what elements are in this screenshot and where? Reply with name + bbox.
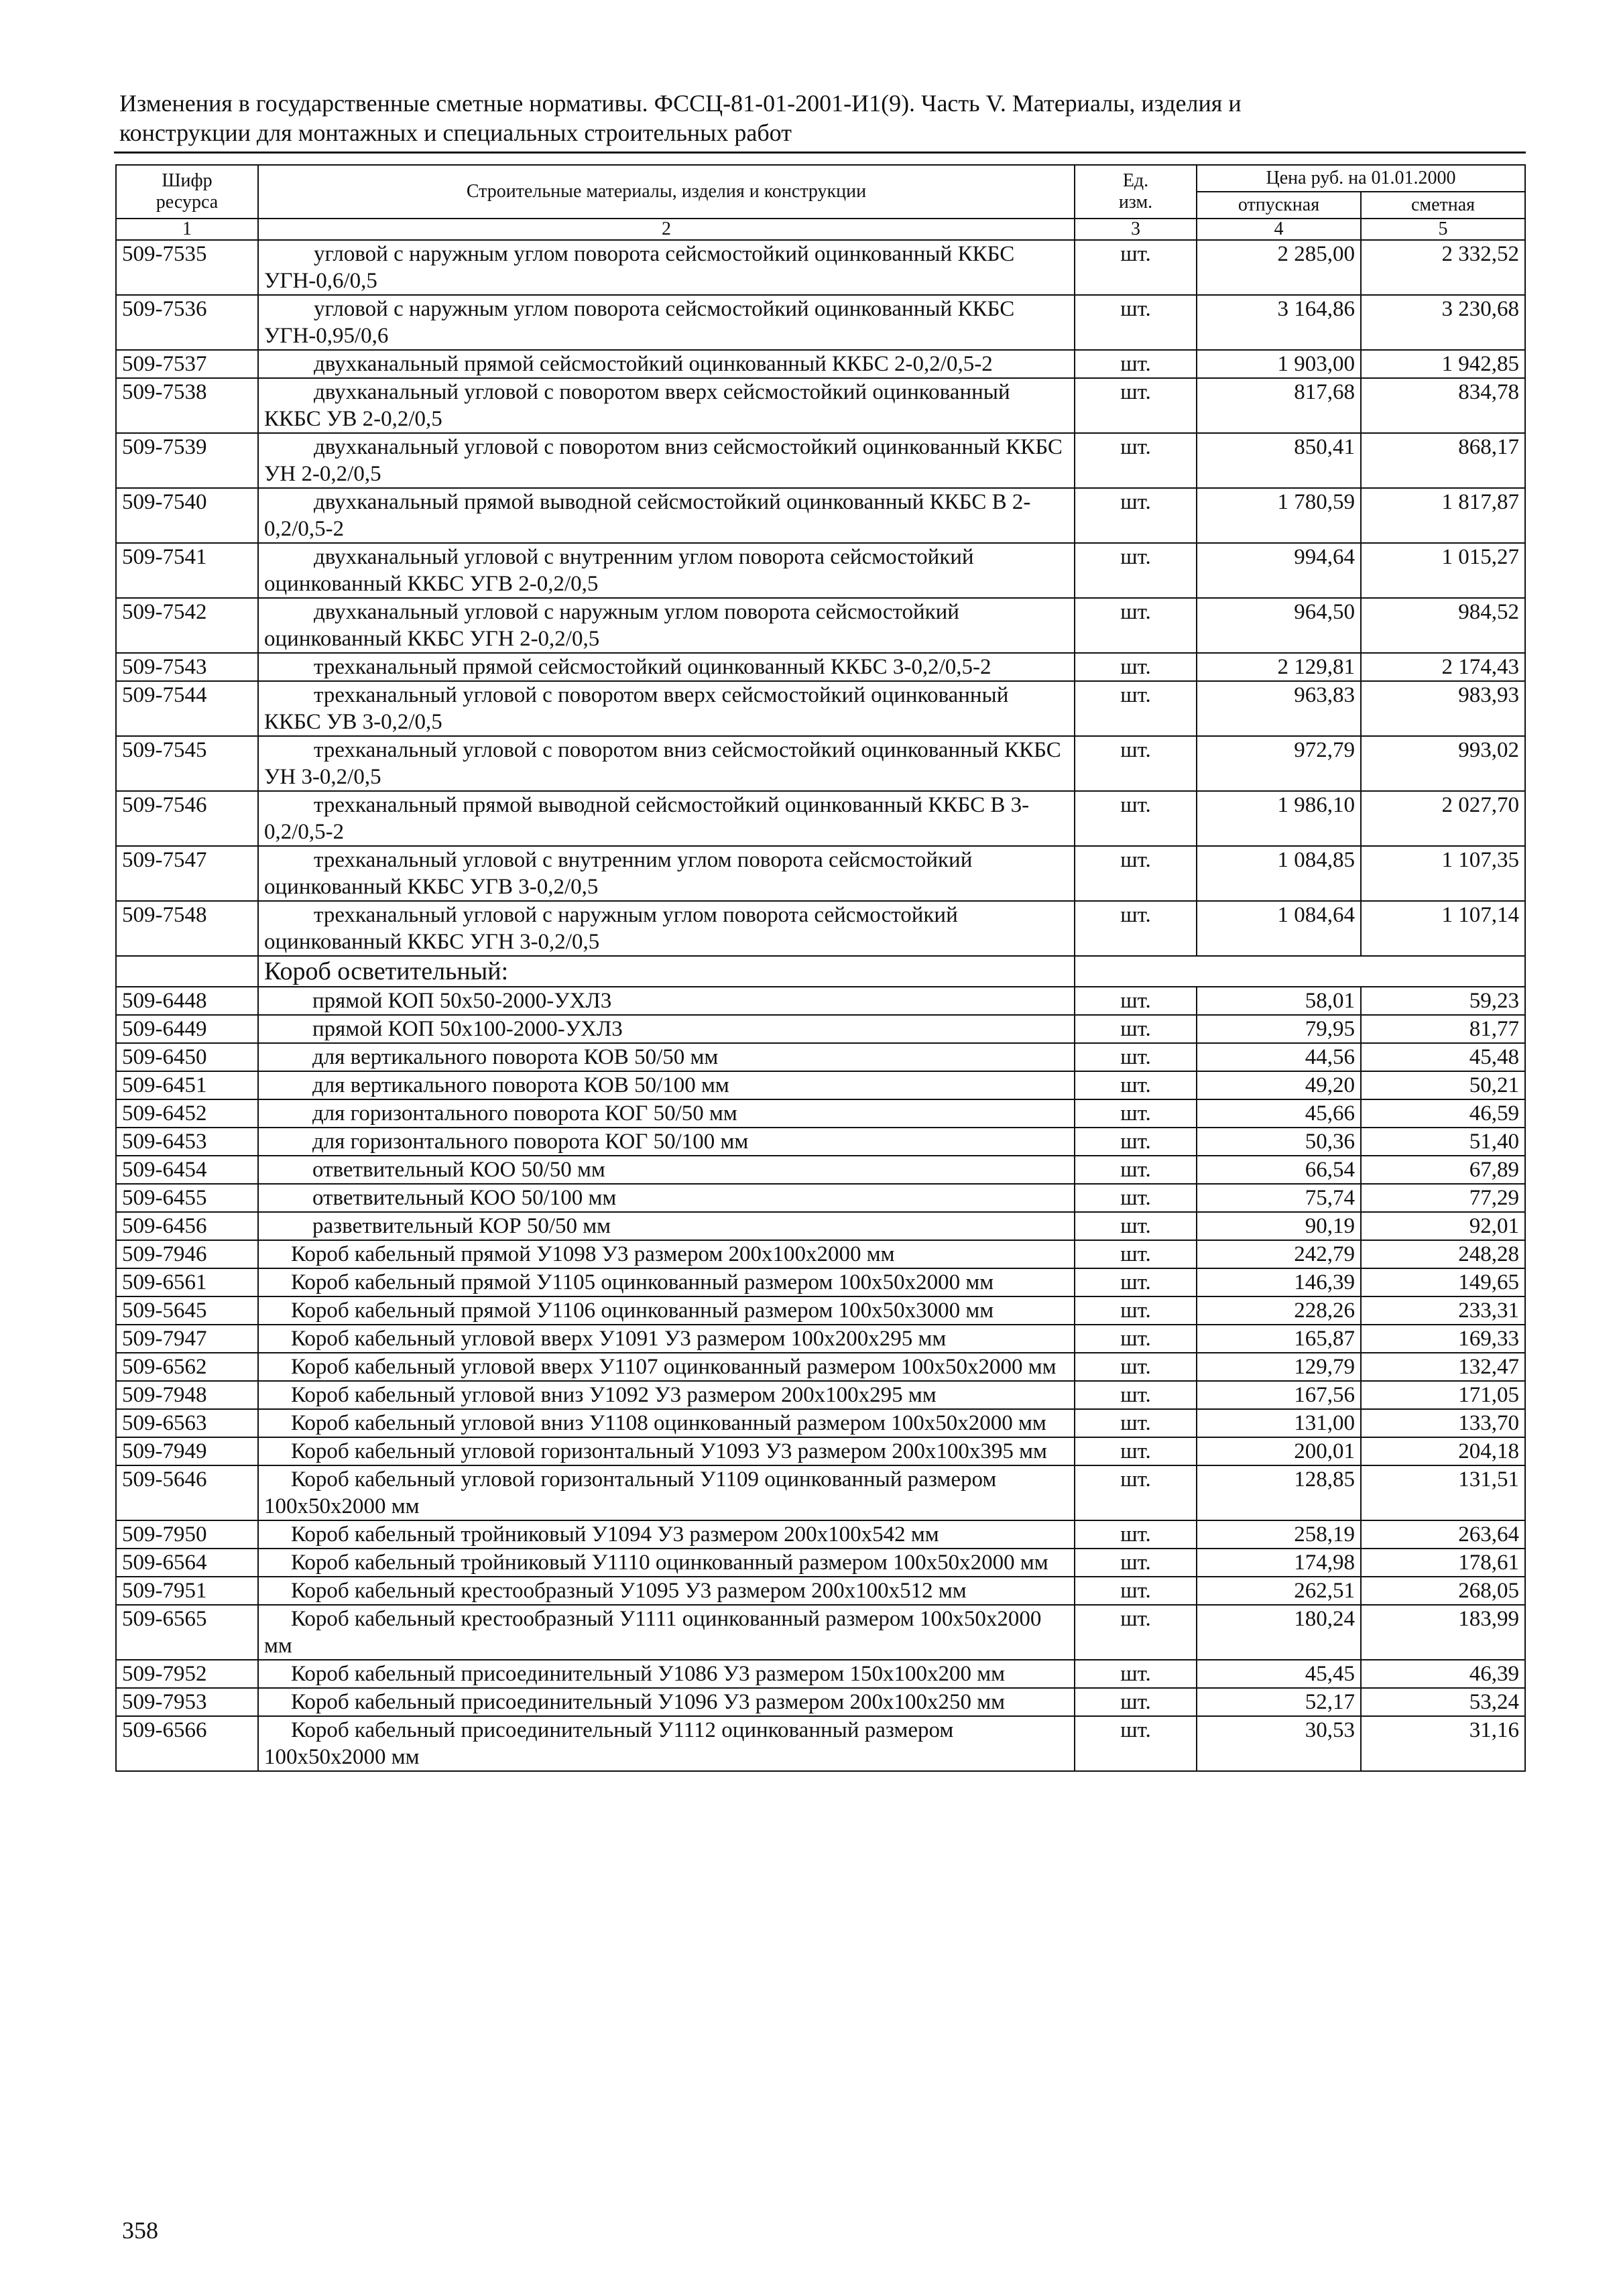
release-price: 58,01 <box>1197 987 1361 1015</box>
resource-code: 509-6450 <box>116 1043 258 1071</box>
resource-code: 509-7546 <box>116 791 258 846</box>
unit-of-measure: шт. <box>1075 1353 1197 1381</box>
unit-of-measure: шт. <box>1075 681 1197 736</box>
estimate-price: 171,05 <box>1361 1381 1525 1409</box>
resource-name-text: трехканальный угловой с наружным углом поворота сейсмостойкий оцинкованный ККБС УГН 3-0,2/0,5 <box>264 903 958 954</box>
resource-code: 509-7542 <box>116 598 258 653</box>
resource-name: прямой КОП 50x50-2000-УХЛ3 <box>258 987 1075 1015</box>
release-price: 66,54 <box>1197 1156 1361 1184</box>
release-price: 258,19 <box>1197 1520 1361 1549</box>
release-price: 129,79 <box>1197 1353 1361 1381</box>
resource-name-text: трехканальный угловой с внутренним углом поворота сейсмостойкий оцинкованный ККБС УГВ 3-0,2/0,5 <box>264 848 973 899</box>
resource-name <box>258 488 1075 543</box>
release-price: 963,83 <box>1197 681 1361 736</box>
table-row <box>116 1015 1525 1043</box>
table-row <box>116 1240 1525 1268</box>
unit-of-measure: шт. <box>1075 1184 1197 1212</box>
col-header-unit: Ед. изм. <box>1075 165 1197 219</box>
col-number: 4 <box>1197 219 1361 240</box>
resource-name <box>258 1716 1075 1771</box>
resource-name <box>258 1520 1075 1549</box>
unit-of-measure: шт. <box>1075 653 1197 681</box>
resource-name: для горизонтального поворота КОГ 50/100 мм <box>258 1128 1075 1156</box>
unit-of-measure: шт. <box>1075 1549 1197 1577</box>
table-row <box>116 1577 1525 1605</box>
resource-code: 509-5646 <box>116 1465 258 1520</box>
resource-name-text: Короб кабельный присоединительный У1112 оцинкованный размером 100x50x2000 мм <box>264 1718 954 1769</box>
estimate-price: 204,18 <box>1361 1437 1525 1465</box>
release-price: 1 986,10 <box>1197 791 1361 846</box>
resource-name-text: Короб кабельный угловой горизонтальный У1109 оцинкованный размером 100x50x2000 мм <box>264 1467 997 1518</box>
resource-name: разветвительный КОР 50/50 мм <box>258 1212 1075 1240</box>
release-price: 1 903,00 <box>1197 350 1361 378</box>
estimate-price: 132,47 <box>1361 1353 1525 1381</box>
release-price: 128,85 <box>1197 1465 1361 1520</box>
resource-name-text: Короб кабельный угловой горизонтальный У1093 У3 размером 200x100x395 мм <box>291 1439 1047 1463</box>
estimate-price: 183,99 <box>1361 1605 1525 1660</box>
resource-name <box>258 791 1075 846</box>
estimate-price: 984,52 <box>1361 598 1525 653</box>
release-price: 45,66 <box>1197 1099 1361 1128</box>
unit-of-measure: шт. <box>1075 1716 1197 1771</box>
page-number: 358 <box>122 2217 158 2244</box>
resource-name-text: трехканальный прямой сейсмостойкий оцинкованный ККБС 3-0,2/0,5-2 <box>314 655 991 679</box>
release-price: 972,79 <box>1197 736 1361 791</box>
table-row <box>116 1688 1525 1716</box>
release-price: 2 129,81 <box>1197 653 1361 681</box>
release-price: 1 084,85 <box>1197 846 1361 901</box>
unit-of-measure: шт. <box>1075 488 1197 543</box>
section-title: Короб осветительный: <box>258 956 1075 987</box>
resource-code: 509-7544 <box>116 681 258 736</box>
resource-code: 509-6451 <box>116 1071 258 1099</box>
unit-of-measure: шт. <box>1075 1577 1197 1605</box>
resource-name <box>258 433 1075 488</box>
estimate-price: 45,48 <box>1361 1043 1525 1071</box>
resource-code: 509-6452 <box>116 1099 258 1128</box>
unit-of-measure: шт. <box>1075 791 1197 846</box>
resource-name: для вертикального поворота КОВ 50/50 мм <box>258 1043 1075 1071</box>
col-header-name: Строительные материалы, изделия и конструкции <box>258 165 1075 219</box>
estimate-price: 233,31 <box>1361 1296 1525 1325</box>
table-row <box>116 1409 1525 1437</box>
estimate-price: 31,16 <box>1361 1716 1525 1771</box>
resource-code: 509-6563 <box>116 1409 258 1437</box>
release-price: 262,51 <box>1197 1577 1361 1605</box>
estimate-price: 3 230,68 <box>1361 295 1525 350</box>
resource-name-text: трехканальный угловой с поворотом вверх сейсмостойкий оцинкованный ККБС УВ 3-0,2/0,5 <box>264 683 1009 734</box>
resource-name-text: Короб кабельный угловой вниз У1092 У3 размером 200x100x295 мм <box>291 1383 937 1407</box>
table-row <box>116 901 1525 956</box>
resource-name <box>258 1296 1075 1325</box>
table-row <box>116 1212 1525 1240</box>
resource-code: 509-6448 <box>116 987 258 1015</box>
resource-name-text: трехканальный прямой выводной сейсмостойкий оцинкованный ККБС В 3-0,2/0,5-2 <box>264 793 1030 844</box>
resource-name-text: двухканальный прямой сейсмостойкий оцинкованный ККБС 2-0,2/0,5-2 <box>314 352 993 376</box>
resource-name <box>258 350 1075 378</box>
estimate-price: 50,21 <box>1361 1071 1525 1099</box>
resource-code: 509-7538 <box>116 378 258 433</box>
unit-of-measure: шт. <box>1075 846 1197 901</box>
unit-of-measure: шт. <box>1075 240 1197 295</box>
resource-code: 509-7539 <box>116 433 258 488</box>
resource-name-text: трехканальный угловой с поворотом вниз сейсмостойкий оцинкованный ККБС УН 3-0,2/0,5 <box>264 738 1061 789</box>
table-row <box>116 1296 1525 1325</box>
resource-name-text: Короб кабельный тройниковый У1094 У3 размером 200x100x542 мм <box>291 1522 939 1547</box>
unit-of-measure: шт. <box>1075 350 1197 378</box>
resource-code: 509-6453 <box>116 1128 258 1156</box>
col-header-estimate-price: сметная <box>1361 192 1525 219</box>
resource-name <box>258 1688 1075 1716</box>
resource-name <box>258 1240 1075 1268</box>
table-row <box>116 987 1525 1015</box>
unit-of-measure: шт. <box>1075 1325 1197 1353</box>
table-row <box>116 295 1525 350</box>
table-row <box>116 1465 1525 1520</box>
estimate-price: 77,29 <box>1361 1184 1525 1212</box>
resource-code: 509-6456 <box>116 1212 258 1240</box>
release-price: 30,53 <box>1197 1716 1361 1771</box>
estimate-price: 1 107,35 <box>1361 846 1525 901</box>
estimate-price: 983,93 <box>1361 681 1525 736</box>
unit-of-measure: шт. <box>1075 1660 1197 1688</box>
resource-code: 509-7952 <box>116 1660 258 1688</box>
col-number: 5 <box>1361 219 1525 240</box>
unit-of-measure: шт. <box>1075 1296 1197 1325</box>
release-price: 146,39 <box>1197 1268 1361 1296</box>
unit-of-measure: шт. <box>1075 1520 1197 1549</box>
resource-name <box>258 681 1075 736</box>
resource-name-text: Короб кабельный угловой вверх У1091 У3 размером 100x200x295 мм <box>291 1327 947 1351</box>
release-price: 50,36 <box>1197 1128 1361 1156</box>
resource-price-table <box>115 164 1526 1772</box>
estimate-price: 53,24 <box>1361 1688 1525 1716</box>
release-price: 180,24 <box>1197 1605 1361 1660</box>
resource-code: 509-6566 <box>116 1716 258 1771</box>
table-row <box>116 791 1525 846</box>
estimate-price: 1 817,87 <box>1361 488 1525 543</box>
header-line-2: конструкции для монтажных и специальных строительных работ <box>119 119 792 146</box>
table-row <box>116 1128 1525 1156</box>
unit-of-measure: шт. <box>1075 1071 1197 1099</box>
table-row <box>116 1325 1525 1353</box>
release-price: 45,45 <box>1197 1660 1361 1688</box>
resource-code: 509-7948 <box>116 1381 258 1409</box>
header-rule <box>114 152 1526 154</box>
estimate-price: 149,65 <box>1361 1268 1525 1296</box>
resource-name <box>258 1325 1075 1353</box>
resource-code: 509-6561 <box>116 1268 258 1296</box>
resource-name: ответвительный КОО 50/50 мм <box>258 1156 1075 1184</box>
release-price: 52,17 <box>1197 1688 1361 1716</box>
estimate-price: 169,33 <box>1361 1325 1525 1353</box>
resource-name-text: Короб кабельный тройниковый У1110 оцинкованный размером 100x50x2000 мм <box>291 1551 1048 1575</box>
resource-code: 509-7949 <box>116 1437 258 1465</box>
resource-name <box>258 1409 1075 1437</box>
estimate-price: 993,02 <box>1361 736 1525 791</box>
table-row <box>116 1716 1525 1771</box>
table-row <box>116 1099 1525 1128</box>
unit-of-measure: шт. <box>1075 295 1197 350</box>
col-number: 1 <box>116 219 258 240</box>
estimate-price: 46,59 <box>1361 1099 1525 1128</box>
release-price: 49,20 <box>1197 1071 1361 1099</box>
resource-name <box>258 1465 1075 1520</box>
table-row <box>116 1184 1525 1212</box>
resource-code: 509-7540 <box>116 488 258 543</box>
unit-of-measure: шт. <box>1075 433 1197 488</box>
release-price: 964,50 <box>1197 598 1361 653</box>
section-empty-cell <box>1075 956 1525 987</box>
release-price: 850,41 <box>1197 433 1361 488</box>
resource-name: прямой КОП 50x100-2000-УХЛ3 <box>258 1015 1075 1043</box>
resource-name <box>258 1660 1075 1688</box>
unit-of-measure: шт. <box>1075 1099 1197 1128</box>
resource-code: 509-7547 <box>116 846 258 901</box>
col-number: 2 <box>258 219 1075 240</box>
unit-of-measure: шт. <box>1075 1409 1197 1437</box>
resource-name <box>258 1577 1075 1605</box>
release-price: 79,95 <box>1197 1015 1361 1043</box>
resource-code: 509-6455 <box>116 1184 258 1212</box>
section-empty-cell <box>116 956 258 987</box>
release-price: 131,00 <box>1197 1409 1361 1437</box>
unit-of-measure: шт. <box>1075 736 1197 791</box>
unit-of-measure: шт. <box>1075 1381 1197 1409</box>
resource-name-text: Короб кабельный крестообразный У1095 У3 размером 200x100x512 мм <box>291 1579 967 1603</box>
resource-code: 509-5645 <box>116 1296 258 1325</box>
col-header-code: Шифр ресурса <box>116 165 258 219</box>
estimate-price: 178,61 <box>1361 1549 1525 1577</box>
resource-name <box>258 653 1075 681</box>
estimate-price: 1 015,27 <box>1361 543 1525 598</box>
resource-name-text: Короб кабельный прямой У1098 У3 размером 200x100x2000 мм <box>291 1242 895 1266</box>
estimate-price: 1 942,85 <box>1361 350 1525 378</box>
unit-of-measure: шт. <box>1075 1015 1197 1043</box>
unit-of-measure: шт. <box>1075 543 1197 598</box>
resource-name: ответвительный КОО 50/100 мм <box>258 1184 1075 1212</box>
unit-of-measure: шт. <box>1075 1465 1197 1520</box>
release-price: 90,19 <box>1197 1212 1361 1240</box>
resource-code: 509-7543 <box>116 653 258 681</box>
resource-name-text: двухканальный угловой с поворотом вниз сейсмостойкий оцинкованный ККБС УН 2-0,2/0,5 <box>264 435 1063 486</box>
unit-of-measure: шт. <box>1075 598 1197 653</box>
resource-code: 509-6564 <box>116 1549 258 1577</box>
estimate-price: 2 027,70 <box>1361 791 1525 846</box>
resource-name-text: Короб кабельный угловой вниз У1108 оцинкованный размером 100x50x2000 мм <box>291 1411 1046 1435</box>
estimate-price: 248,28 <box>1361 1240 1525 1268</box>
resource-code: 509-6562 <box>116 1353 258 1381</box>
estimate-price: 868,17 <box>1361 433 1525 488</box>
table-row <box>116 1660 1525 1688</box>
release-price: 817,68 <box>1197 378 1361 433</box>
resource-name <box>258 1437 1075 1465</box>
unit-of-measure: шт. <box>1075 1212 1197 1240</box>
release-price: 200,01 <box>1197 1437 1361 1465</box>
release-price: 167,56 <box>1197 1381 1361 1409</box>
table-row <box>116 1520 1525 1549</box>
release-price: 44,56 <box>1197 1043 1361 1071</box>
resource-code: 509-6454 <box>116 1156 258 1184</box>
estimate-price: 67,89 <box>1361 1156 1525 1184</box>
estimate-price: 263,64 <box>1361 1520 1525 1549</box>
table-header-row <box>116 165 1525 192</box>
table-row <box>116 240 1525 295</box>
release-price: 75,74 <box>1197 1184 1361 1212</box>
resource-name-text: Короб кабельный прямой У1106 оцинкованный размером 100x50x3000 мм <box>291 1298 994 1323</box>
resource-name-text: двухканальный угловой с внутренним углом поворота сейсмостойкий оцинкованный ККБС УГВ 2-0,2/0,5 <box>264 545 974 596</box>
table-body <box>116 240 1525 1771</box>
table-row <box>116 433 1525 488</box>
resource-name: для вертикального поворота КОВ 50/100 мм <box>258 1071 1075 1099</box>
unit-of-measure: шт. <box>1075 987 1197 1015</box>
resource-name <box>258 1549 1075 1577</box>
estimate-price: 2 332,52 <box>1361 240 1525 295</box>
resource-name <box>258 736 1075 791</box>
unit-of-measure: шт. <box>1075 1605 1197 1660</box>
resource-code: 509-7947 <box>116 1325 258 1353</box>
resource-name-text: Короб кабельный угловой вверх У1107 оцинкованный размером 100x50x2000 мм <box>291 1355 1057 1379</box>
resource-name-text: двухканальный угловой с наружным углом поворота сейсмостойкий оцинкованный ККБС УГН 2-0,2/0,5 <box>264 600 959 651</box>
release-price: 242,79 <box>1197 1240 1361 1268</box>
resource-code: 509-7545 <box>116 736 258 791</box>
release-price: 2 285,00 <box>1197 240 1361 295</box>
estimate-price: 51,40 <box>1361 1128 1525 1156</box>
unit-of-measure: шт. <box>1075 1240 1197 1268</box>
release-price: 228,26 <box>1197 1296 1361 1325</box>
col-header-release-price: отпускная <box>1197 192 1361 219</box>
resource-name-text: двухканальный прямой выводной сейсмостойкий оцинкованный ККБС В 2-0,2/0,5-2 <box>264 490 1031 541</box>
header-line-1: Изменения в государственные сметные нормативы. ФССЦ-81-01-2001-И1(9). Часть V. Материалы, изделия и <box>119 90 1242 117</box>
resource-code: 509-7535 <box>116 240 258 295</box>
resource-name-text: Короб кабельный крестообразный У1111 оцинкованный размером 100x50x2000 мм <box>264 1607 1042 1658</box>
unit-of-measure: шт. <box>1075 901 1197 956</box>
resource-code: 509-7950 <box>116 1520 258 1549</box>
unit-of-measure: шт. <box>1075 1437 1197 1465</box>
resource-name-text: угловой с наружным углом поворота сейсмостойкий оцинкованный ККБС УГН-0,95/0,6 <box>264 297 1015 348</box>
resource-name <box>258 1268 1075 1296</box>
table-row <box>116 1381 1525 1409</box>
resource-name <box>258 1605 1075 1660</box>
release-price: 1 780,59 <box>1197 488 1361 543</box>
estimate-price: 1 107,14 <box>1361 901 1525 956</box>
resource-code: 509-6449 <box>116 1015 258 1043</box>
estimate-price: 59,23 <box>1361 987 1525 1015</box>
page-header <box>119 88 1520 147</box>
table-row <box>116 598 1525 653</box>
table-row <box>116 350 1525 378</box>
resource-name-text: двухканальный угловой с поворотом вверх сейсмостойкий оцинкованный ККБС УВ 2-0,2/0,5 <box>264 380 1010 431</box>
resource-name <box>258 901 1075 956</box>
resource-code: 509-7548 <box>116 901 258 956</box>
resource-name <box>258 598 1075 653</box>
section-row <box>116 956 1525 987</box>
table-row <box>116 1071 1525 1099</box>
resource-name-text: Короб кабельный прямой У1105 оцинкованный размером 100x50x2000 мм <box>291 1270 994 1294</box>
resource-name <box>258 543 1075 598</box>
estimate-price: 46,39 <box>1361 1660 1525 1688</box>
table-row <box>116 1268 1525 1296</box>
unit-of-measure: шт. <box>1075 1156 1197 1184</box>
estimate-price: 268,05 <box>1361 1577 1525 1605</box>
table-row <box>116 1437 1525 1465</box>
estimate-price: 133,70 <box>1361 1409 1525 1437</box>
estimate-price: 92,01 <box>1361 1212 1525 1240</box>
table-row <box>116 653 1525 681</box>
unit-of-measure: шт. <box>1075 378 1197 433</box>
unit-of-measure: шт. <box>1075 1688 1197 1716</box>
resource-code: 509-7536 <box>116 295 258 350</box>
release-price: 165,87 <box>1197 1325 1361 1353</box>
table-row <box>116 543 1525 598</box>
table-row <box>116 681 1525 736</box>
release-price: 3 164,86 <box>1197 295 1361 350</box>
resource-code: 509-7953 <box>116 1688 258 1716</box>
resource-name <box>258 846 1075 901</box>
table-row <box>116 378 1525 433</box>
resource-code: 509-7951 <box>116 1577 258 1605</box>
table-row <box>116 846 1525 901</box>
resource-code: 509-7946 <box>116 1240 258 1268</box>
table-row <box>116 1549 1525 1577</box>
estimate-price: 81,77 <box>1361 1015 1525 1043</box>
resource-code: 509-6565 <box>116 1605 258 1660</box>
resource-name-text: Короб кабельный присоединительный У1086 У3 размером 150x100x200 мм <box>291 1662 1006 1686</box>
resource-name-text: Короб кабельный присоединительный У1096 У3 размером 200x100x250 мм <box>291 1690 1006 1714</box>
unit-of-measure: шт. <box>1075 1043 1197 1071</box>
col-number: 3 <box>1075 219 1197 240</box>
resource-name <box>258 295 1075 350</box>
table-row <box>116 1605 1525 1660</box>
release-price: 994,64 <box>1197 543 1361 598</box>
table-row <box>116 736 1525 791</box>
unit-of-measure: шт. <box>1075 1268 1197 1296</box>
release-price: 1 084,64 <box>1197 901 1361 956</box>
resource-name: для горизонтального поворота КОГ 50/50 мм <box>258 1099 1075 1128</box>
column-number-row <box>116 219 1525 240</box>
estimate-price: 131,51 <box>1361 1465 1525 1520</box>
resource-name <box>258 1381 1075 1409</box>
table-row <box>116 1353 1525 1381</box>
table-row <box>116 1156 1525 1184</box>
release-price: 174,98 <box>1197 1549 1361 1577</box>
resource-name <box>258 378 1075 433</box>
col-header-price-group: Цена руб. на 01.01.2000 <box>1197 165 1525 192</box>
resource-name <box>258 240 1075 295</box>
resource-name <box>258 1353 1075 1381</box>
resource-code: 509-7541 <box>116 543 258 598</box>
estimate-price: 2 174,43 <box>1361 653 1525 681</box>
resource-name-text: угловой с наружным углом поворота сейсмостойкий оцинкованный ККБС УГН-0,6/0,5 <box>264 242 1015 293</box>
unit-of-measure: шт. <box>1075 1128 1197 1156</box>
estimate-price: 834,78 <box>1361 378 1525 433</box>
resource-code: 509-7537 <box>116 350 258 378</box>
table-row <box>116 488 1525 543</box>
table-row <box>116 1043 1525 1071</box>
